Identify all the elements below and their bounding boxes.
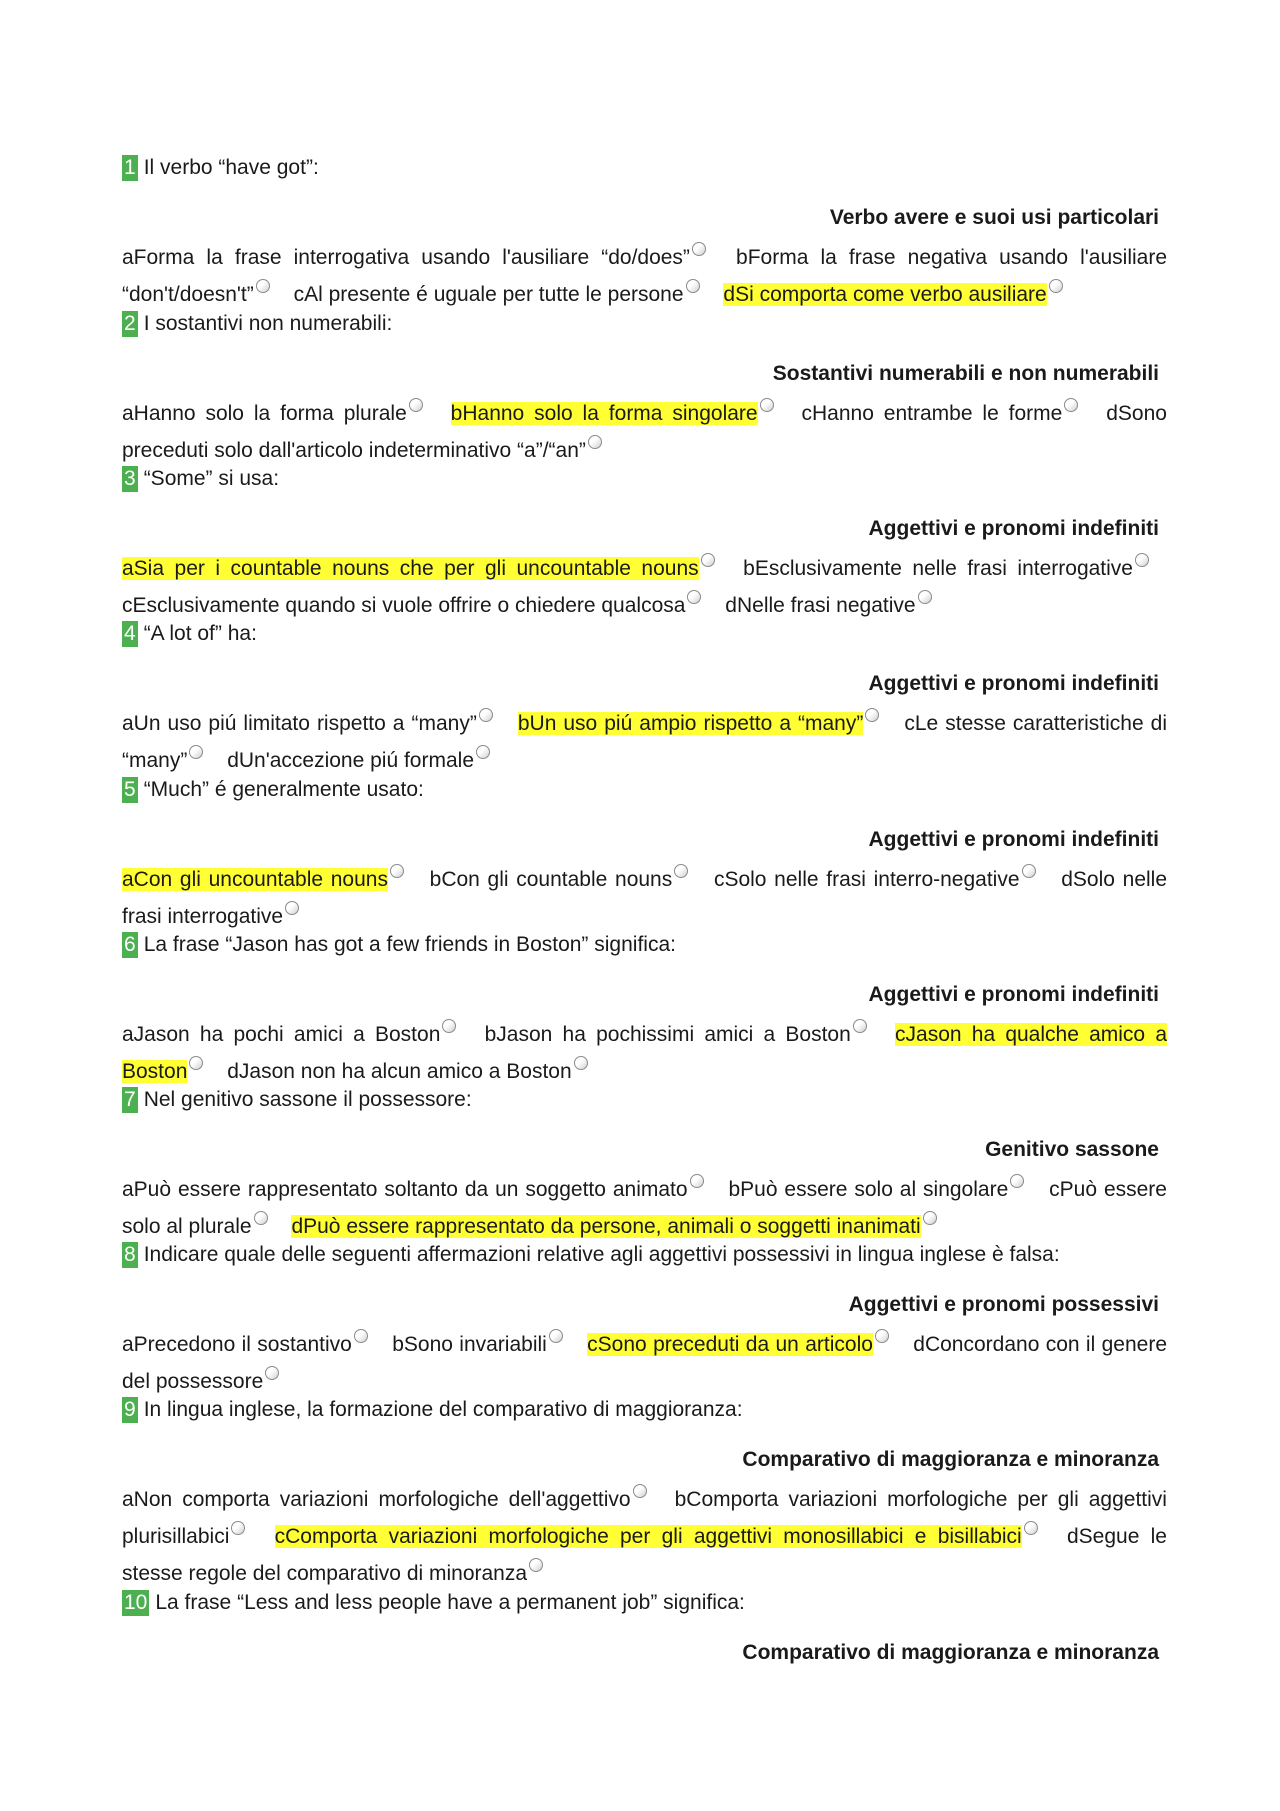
answer-text: dSi comporta come verbo ausiliare xyxy=(723,283,1047,306)
question-line xyxy=(122,464,1167,494)
radio-button[interactable] xyxy=(1135,553,1149,567)
answer-text: cLe stesse caratteristiche di “many” xyxy=(122,712,1167,772)
question-number: 4 xyxy=(124,622,136,645)
answer-text: aUn uso piú limitato rispetto a “many” xyxy=(122,712,477,735)
question-block xyxy=(122,775,1167,935)
answer-option-correct xyxy=(518,712,880,735)
radio-button[interactable] xyxy=(442,1019,456,1033)
answer-text: aSia per i countable nouns che per gli uncountable nouns xyxy=(122,557,699,580)
radio-button[interactable] xyxy=(574,1056,588,1070)
answer-text: aForma la frase interrogativa usando l'ausiliare “do/does” xyxy=(122,246,690,269)
answer-option xyxy=(122,594,701,617)
answer-text: dNelle frasi negative xyxy=(725,594,916,617)
question-category: Verbo avere e suoi usi particolari xyxy=(829,206,1159,229)
radio-button[interactable] xyxy=(692,242,706,256)
answer-option-correct xyxy=(275,1525,1038,1548)
answer-option xyxy=(728,1178,1024,1201)
answer-option-correct xyxy=(291,1215,936,1238)
answer-text: cAl presente é uguale per tutte le persone xyxy=(293,283,684,306)
answer-text: bHanno solo la forma singolare xyxy=(450,402,758,425)
question-category: Aggettivi e pronomi indefiniti xyxy=(868,672,1159,695)
question-line xyxy=(122,309,1167,339)
question-text: Il verbo “have got”: xyxy=(143,156,319,179)
question-text: Nel genitivo sassone il possessore: xyxy=(143,1088,472,1111)
question-line xyxy=(122,930,1167,960)
question-block xyxy=(122,153,1167,313)
question-text: “Much” é generalmente usato: xyxy=(143,778,424,801)
answer-option xyxy=(122,402,423,425)
answer-option-correct xyxy=(587,1333,889,1356)
question-block xyxy=(122,309,1167,469)
radio-button[interactable] xyxy=(1010,1174,1024,1188)
radio-button[interactable] xyxy=(189,745,203,759)
question-block xyxy=(122,1395,1167,1592)
answer-text: aPuò essere rappresentato soltanto da un soggetto animato xyxy=(122,1178,688,1201)
answer-text: dPuò essere rappresentato da persone, animali o soggetti inanimati xyxy=(291,1215,921,1238)
answer-text: bEsclusivamente nelle frasi interrogative xyxy=(743,557,1133,580)
question-text: I sostantivi non numerabili: xyxy=(143,312,393,335)
question-number: 5 xyxy=(124,778,136,801)
question-text: Indicare quale delle seguenti affermazioni relative agli aggettivi possessivi in lingua inglese è falsa: xyxy=(143,1243,1060,1266)
answer-option-correct xyxy=(451,402,774,425)
answer-text: bSono invariabili xyxy=(392,1333,547,1356)
answer-options xyxy=(122,395,1167,469)
answer-option xyxy=(122,712,493,735)
radio-button[interactable] xyxy=(231,1521,245,1535)
answer-option xyxy=(122,246,706,269)
answer-options xyxy=(122,861,1167,935)
radio-button[interactable] xyxy=(853,1019,867,1033)
radio-button[interactable] xyxy=(633,1484,647,1498)
answer-option-correct xyxy=(122,868,404,891)
answer-option xyxy=(430,868,689,891)
answer-option xyxy=(725,594,931,617)
question-text: “A lot of” ha: xyxy=(143,622,257,645)
question-category: Aggettivi e pronomi possessivi xyxy=(848,1293,1159,1316)
radio-button[interactable] xyxy=(1049,279,1063,293)
answer-text: cComporta variazioni morfologiche per gli aggettivi monosillabici e bisillabici xyxy=(274,1525,1022,1548)
question-text: In lingua inglese, la formazione del comparativo di maggioranza: xyxy=(143,1398,743,1421)
question-category: Aggettivi e pronomi indefiniti xyxy=(868,517,1159,540)
answer-text: cSono preceduti da un articolo xyxy=(587,1333,873,1356)
answer-option xyxy=(485,1023,867,1046)
question-block xyxy=(122,1240,1167,1400)
radio-button[interactable] xyxy=(875,1329,889,1343)
answer-options xyxy=(122,705,1167,779)
question-text: La frase “Jason has got a few friends in Boston” significa: xyxy=(143,933,676,956)
radio-button[interactable] xyxy=(285,901,299,915)
radio-button[interactable] xyxy=(760,398,774,412)
answer-options xyxy=(122,1326,1167,1400)
answer-option xyxy=(802,402,1079,425)
answer-option-correct xyxy=(122,557,715,580)
answer-text: aCon gli uncountable nouns xyxy=(122,868,388,891)
question-number: 9 xyxy=(124,1398,136,1421)
answer-option xyxy=(122,1023,456,1046)
answer-options xyxy=(122,239,1167,313)
answer-text: cHanno entrambe le forme xyxy=(801,402,1063,425)
question-block xyxy=(122,464,1167,624)
radio-button[interactable] xyxy=(254,1211,268,1225)
question-line xyxy=(122,619,1167,649)
question-text: La frase “Less and less people have a permanent job” significa: xyxy=(155,1591,745,1614)
radio-button[interactable] xyxy=(354,1329,368,1343)
question-line xyxy=(122,153,1167,183)
question-number: 8 xyxy=(124,1243,136,1266)
answer-text: dJason non ha alcun amico a Boston xyxy=(227,1060,572,1083)
answer-options xyxy=(122,1481,1167,1592)
answer-text: bJason ha pochissimi amici a Boston xyxy=(484,1023,851,1046)
radio-button[interactable] xyxy=(390,864,404,878)
radio-button[interactable] xyxy=(588,435,602,449)
question-category: Comparativo di maggioranza e minoranza xyxy=(742,1448,1159,1471)
answer-text: aNon comporta variazioni morfologiche dell'aggettivo xyxy=(122,1488,631,1511)
radio-button[interactable] xyxy=(476,745,490,759)
question-block xyxy=(122,1588,1167,1674)
answer-option xyxy=(122,1333,368,1356)
answer-text: dUn'accezione piú formale xyxy=(227,749,474,772)
answer-text: cPuò essere solo al plurale xyxy=(122,1178,1167,1238)
radio-button[interactable] xyxy=(865,708,879,722)
answer-text: cEsclusivamente quando si vuole offrire o chiedere qualcosa xyxy=(122,594,686,617)
answer-text: aHanno solo la forma plurale xyxy=(122,402,407,425)
answer-option xyxy=(743,557,1149,580)
question-block xyxy=(122,1085,1167,1245)
question-line xyxy=(122,1240,1167,1270)
answer-text: bForma la frase negativa usando l'ausiliare “don't/doesn't” xyxy=(122,246,1167,306)
radio-button[interactable] xyxy=(479,708,493,722)
radio-button[interactable] xyxy=(529,1558,543,1572)
answer-text: aJason ha pochi amici a Boston xyxy=(122,1023,441,1046)
answer-option-correct xyxy=(723,283,1062,306)
radio-button[interactable] xyxy=(409,398,423,412)
answer-text: cJason ha qualche amico a Boston xyxy=(122,1023,1167,1083)
radio-button[interactable] xyxy=(690,1174,704,1188)
answer-text: bUn uso piú ampio rispetto a “many” xyxy=(517,712,864,735)
question-category: Aggettivi e pronomi indefiniti xyxy=(868,983,1159,1006)
question-text: “Some” si usa: xyxy=(143,467,280,490)
question-category: Comparativo di maggioranza e minoranza xyxy=(742,1641,1159,1664)
answer-text: bPuò essere solo al singolare xyxy=(728,1178,1009,1201)
answer-text: dSolo nelle frasi interrogative xyxy=(122,868,1168,928)
question-number: 1 xyxy=(124,156,136,179)
answer-text: bCon gli countable nouns xyxy=(429,868,673,891)
radio-button[interactable] xyxy=(674,864,688,878)
question-number: 7 xyxy=(124,1088,136,1111)
question-number: 3 xyxy=(124,467,136,490)
question-line xyxy=(122,775,1167,805)
radio-button[interactable] xyxy=(265,1366,279,1380)
answer-text: aPrecedono il sostantivo xyxy=(122,1333,352,1356)
question-line xyxy=(122,1588,1167,1618)
answer-option xyxy=(294,283,700,306)
question-line xyxy=(122,1085,1167,1115)
question-category: Genitivo sassone xyxy=(985,1138,1159,1161)
question-number: 2 xyxy=(124,312,136,335)
radio-button[interactable] xyxy=(1024,1521,1038,1535)
radio-button[interactable] xyxy=(701,553,715,567)
answer-options xyxy=(122,1016,1167,1090)
radio-button[interactable] xyxy=(549,1329,563,1343)
answer-option xyxy=(392,1333,563,1356)
answer-text: bComporta variazioni morfologiche per gli aggettivi plurisillabici xyxy=(122,1488,1167,1548)
answer-options xyxy=(122,1171,1167,1245)
question-block xyxy=(122,930,1167,1090)
radio-button[interactable] xyxy=(687,590,701,604)
answer-option xyxy=(714,868,1036,891)
radio-button[interactable] xyxy=(1022,864,1036,878)
answer-text: dSono preceduti solo dall'articolo indeterminativo “a”/“an” xyxy=(122,402,1167,462)
question-number: 6 xyxy=(124,933,136,956)
question-category: Aggettivi e pronomi indefiniti xyxy=(868,828,1159,851)
answer-text: cSolo nelle frasi interro-negative xyxy=(713,868,1020,891)
answer-option xyxy=(122,1178,704,1201)
answer-option xyxy=(227,749,490,772)
question-line xyxy=(122,1395,1167,1425)
question-number: 10 xyxy=(124,1591,148,1614)
radio-button[interactable] xyxy=(918,590,932,604)
question-category: Sostantivi numerabili e non numerabili xyxy=(772,362,1159,385)
radio-button[interactable] xyxy=(189,1056,203,1070)
answer-options xyxy=(122,550,1167,624)
radio-button[interactable] xyxy=(686,279,700,293)
answer-option xyxy=(122,1488,647,1511)
answer-text: dConcordano con il genere del possessore xyxy=(122,1333,1167,1393)
radio-button[interactable] xyxy=(923,1211,937,1225)
radio-button[interactable] xyxy=(1064,398,1078,412)
answer-option xyxy=(227,1060,587,1083)
answer-text: dSegue le stesse regole del comparativo di minoranza xyxy=(122,1525,1167,1585)
radio-button[interactable] xyxy=(256,279,270,293)
question-block xyxy=(122,619,1167,779)
